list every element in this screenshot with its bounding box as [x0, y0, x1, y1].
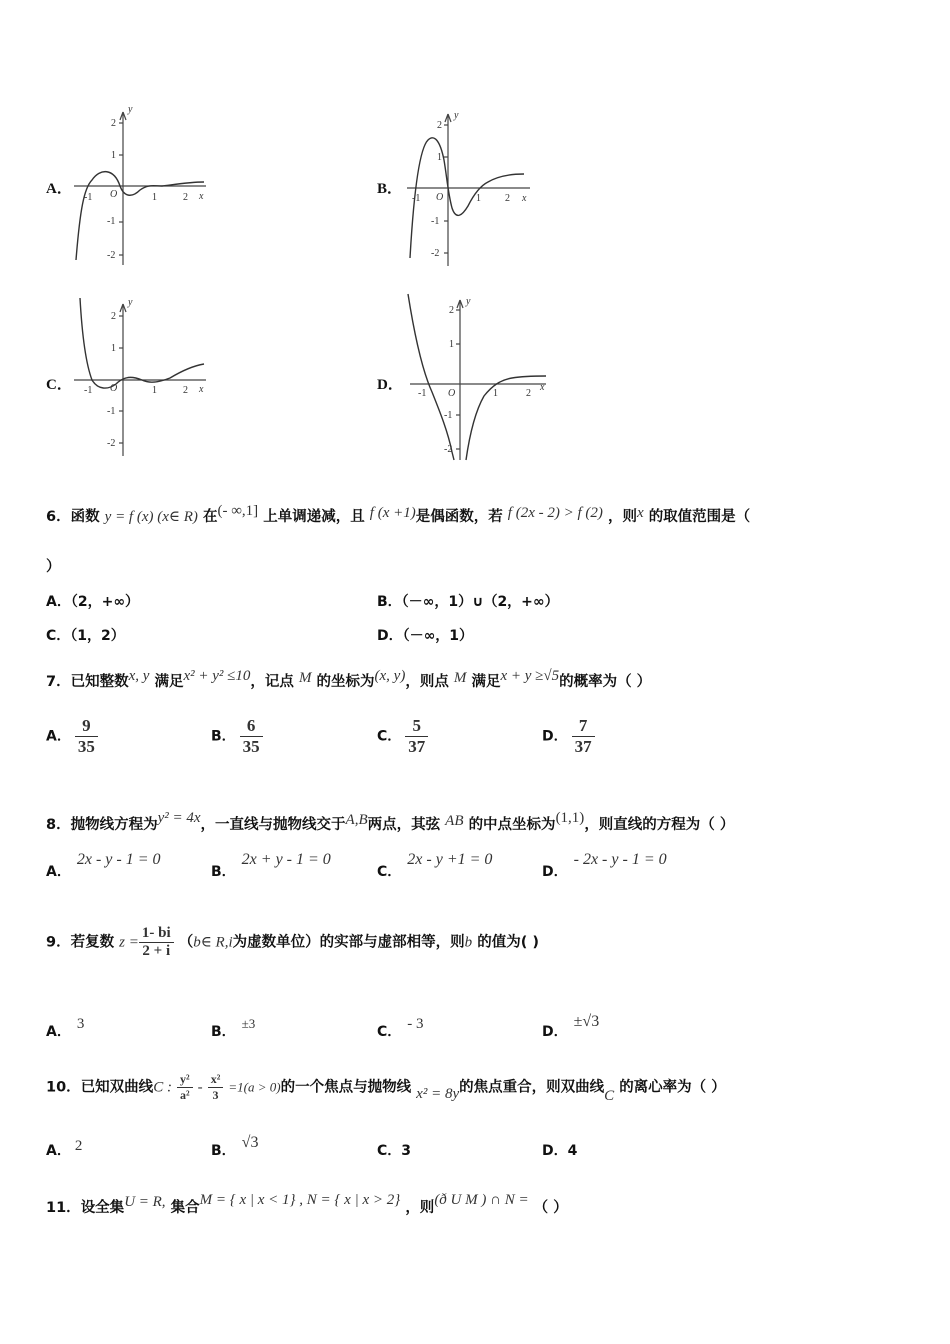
option-value: （－∞，1）∪（2，+∞）: [401, 594, 559, 610]
option-key: A．: [46, 728, 71, 745]
xtick-1: 1: [152, 385, 157, 396]
q9-option-d[interactable]: [542, 1013, 600, 1041]
frac-numerator: 9: [75, 716, 98, 737]
option-key: B．: [211, 1024, 236, 1040]
q10-option-d[interactable]: [542, 1140, 577, 1160]
frac-numerator: y²: [177, 1072, 193, 1088]
q6-math: f (x +1): [369, 505, 416, 521]
tick-1: 1: [111, 150, 116, 161]
option-key: C．: [377, 728, 402, 745]
frac-denominator: 35: [77, 737, 95, 756]
q8-number: 8．: [46, 817, 71, 833]
q7-text: ，则点: [405, 674, 449, 690]
option-key: C．: [377, 1024, 402, 1040]
q7-text: 满足: [471, 674, 501, 690]
tick-2: 2: [449, 305, 454, 316]
q7-option-b[interactable]: [211, 716, 263, 757]
q9-option-c[interactable]: [377, 1016, 424, 1041]
option-value: ±3: [241, 1016, 256, 1031]
q10-text: 已知双曲线: [80, 1079, 154, 1096]
q11-math: M = { x | x < 1} , N = { x | x > 2}: [199, 1192, 401, 1208]
q10-text: 的离心率为（ ）: [619, 1079, 726, 1096]
q7-text: 的坐标为: [316, 674, 375, 690]
frac-denominator: 2 + i: [142, 943, 171, 959]
q6-text: 函数: [70, 509, 100, 525]
function-curve: [76, 172, 204, 260]
xtick-m1: -1: [418, 388, 427, 399]
q6-option-c[interactable]: [46, 625, 125, 645]
xtick-2: 2: [505, 193, 510, 204]
option-value: 2x - y - 1 = 0: [76, 851, 161, 868]
option-value: - 2x - y - 1 = 0: [573, 851, 667, 868]
x-label: x: [540, 382, 545, 393]
option-value: 2x + y - 1 = 0: [241, 851, 331, 868]
q7-text: 的概率为（ ）: [559, 674, 652, 690]
q9-math: z =: [119, 934, 139, 951]
q6-math: (- ∞,1]: [217, 503, 259, 519]
q6-text: 是偶函数，若: [415, 509, 503, 525]
q7-option-a[interactable]: [46, 716, 98, 757]
q7-option-d[interactable]: [542, 716, 595, 757]
q7-math: x, y: [128, 668, 150, 684]
y-label: y: [128, 297, 133, 308]
tick-m1: -1: [107, 216, 116, 227]
graph-option-d-label: D．: [377, 377, 403, 393]
q8-text: ，一直线与抛物线交于: [200, 817, 346, 833]
option-value: - 3: [407, 1016, 424, 1032]
xtick-m1: -1: [412, 193, 421, 204]
option-key: D．: [542, 864, 568, 880]
tick-m2: -2: [107, 250, 116, 261]
frac-numerator: 1- bi: [139, 925, 174, 943]
q6-option-b[interactable]: [377, 591, 559, 611]
option-value: 4: [567, 1143, 578, 1159]
frac-numerator: 7: [572, 716, 595, 737]
q6-text: 上单调递减，且: [263, 509, 365, 525]
question-11: [46, 1192, 568, 1217]
tick-2: 2: [111, 311, 116, 322]
q7-math: x² + y² ≤10: [183, 668, 251, 684]
q10-math: C: [604, 1087, 615, 1104]
tick-m1: -1: [107, 406, 116, 417]
tick-2: 2: [111, 118, 116, 129]
option-key: B．: [211, 728, 236, 745]
tick-2: 2: [437, 120, 442, 131]
q8-option-c[interactable]: [377, 851, 493, 881]
q6-text: 的取值范围是（: [648, 509, 751, 525]
option-value: （－∞，1）: [402, 628, 474, 644]
q8-text: 的中点坐标为: [468, 817, 556, 833]
tick-m1: -1: [431, 216, 440, 227]
y-label: y: [466, 296, 471, 307]
q6-math: x: [636, 505, 644, 521]
option-value: （1，2）: [70, 628, 125, 644]
option-value: 2: [74, 1138, 83, 1154]
q6-math: y = f (x) (x∈ R): [104, 509, 198, 525]
xtick-1: 1: [476, 193, 481, 204]
question-9: [46, 925, 539, 960]
option-key: A．: [46, 1024, 71, 1040]
q10-math: C :: [153, 1079, 172, 1096]
tick-m2: -2: [431, 248, 440, 259]
question-8: [46, 810, 735, 834]
q6-math: f (2x - 2) > f (2): [507, 505, 603, 521]
graph-option-c-label: C．: [46, 377, 72, 393]
xtick-2: 2: [183, 192, 188, 203]
graph-c: [66, 294, 216, 462]
q8-text: 抛物线方程为: [70, 817, 158, 833]
q7-text: ，记点: [250, 674, 294, 690]
q11-text: （ ）: [533, 1200, 568, 1216]
q6-text: ，则: [607, 509, 637, 525]
q7-number: 7．: [46, 674, 71, 690]
q9-text: 若复数: [70, 934, 115, 951]
q11-text: ，则: [405, 1200, 435, 1216]
q7-text: 已知整数: [70, 674, 129, 690]
q8-math: y² = 4x: [157, 810, 201, 826]
xtick-2: 2: [526, 388, 531, 399]
frac-numerator: 6: [240, 716, 263, 737]
q11-number: 11．: [46, 1200, 81, 1216]
q8-math: (1,1): [555, 810, 585, 826]
frac-denominator: a²: [180, 1088, 190, 1102]
option-key: B．: [211, 864, 236, 880]
option-key: C．: [46, 628, 71, 644]
x-label: x: [199, 191, 204, 202]
q10-option-a[interactable]: [46, 1140, 82, 1160]
origin-label: O: [436, 192, 444, 203]
option-key: A．: [46, 1143, 71, 1159]
option-key: D．: [542, 728, 568, 745]
xtick-2: 2: [183, 385, 188, 396]
frac-denominator: 35: [242, 737, 260, 756]
xtick-m1: -1: [84, 385, 93, 396]
option-key: B．: [377, 594, 402, 610]
q6-text: 在: [202, 509, 218, 525]
function-curve-right: [466, 376, 546, 460]
q11-text: 集合: [170, 1200, 200, 1216]
q8-text: ，则直线的方程为（ ）: [584, 817, 735, 833]
origin-label: O: [110, 189, 118, 200]
q8-option-a[interactable]: [46, 851, 161, 881]
option-key: D．: [542, 1024, 568, 1040]
graph-d: [400, 292, 552, 464]
x-label: x: [522, 193, 527, 204]
q9-option-b[interactable]: [211, 1016, 256, 1041]
y-label: y: [128, 104, 133, 115]
q9-text: 的值为( ): [477, 934, 540, 951]
frac-numerator: 5: [405, 716, 428, 737]
option-key: D．: [377, 628, 403, 644]
q11-text: 设全集: [80, 1200, 125, 1216]
frac-denominator: 37: [574, 737, 592, 756]
frac-numerator: x²: [208, 1072, 224, 1088]
q9-text: 为虚数单位）的实部与虚部相等，则: [232, 934, 465, 951]
q10-math: x² = 8y: [416, 1085, 460, 1102]
q7-math: M: [298, 670, 312, 686]
q8-option-d[interactable]: [542, 851, 667, 881]
q6-close-paren: ）: [46, 559, 61, 575]
q10-number: 10．: [46, 1079, 81, 1096]
tick-m2: -2: [444, 444, 453, 455]
option-value: √3: [241, 1134, 259, 1151]
q8-math: AB: [445, 813, 464, 829]
question-7: [46, 670, 651, 691]
function-curve-left: [408, 294, 454, 460]
q9-number: 9．: [46, 934, 71, 951]
minus-sign: -: [197, 1079, 203, 1096]
option-value: ±√3: [573, 1013, 600, 1030]
xtick-1: 1: [493, 388, 498, 399]
question-10: [46, 1072, 726, 1103]
option-key: C．: [377, 1143, 402, 1159]
xtick-1: 1: [152, 192, 157, 203]
question-6: [46, 505, 750, 526]
function-curve: [80, 298, 204, 388]
option-key: B．: [211, 1143, 236, 1159]
q6-option-a[interactable]: [46, 591, 139, 611]
graph-option-b-label: B．: [377, 181, 403, 197]
option-value: （2，+∞）: [70, 594, 139, 610]
q10-math: =1(a > 0): [228, 1079, 281, 1095]
frac-denominator: 37: [408, 737, 426, 756]
q7-math: x + y ≥√5: [500, 668, 560, 684]
tick-1: 1: [111, 343, 116, 354]
q8-math: A,B: [345, 812, 368, 828]
q9-math: b: [464, 934, 473, 951]
q6-option-d[interactable]: [377, 625, 473, 645]
graph-option-a-label: A．: [46, 181, 72, 197]
q6-number: 6．: [46, 509, 71, 525]
q9-option-a[interactable]: [46, 1016, 85, 1041]
q10-text: 的焦点重合，则双曲线: [459, 1079, 605, 1096]
option-value: 2x - y +1 = 0: [407, 851, 493, 868]
q10-option-b[interactable]: [211, 1134, 259, 1160]
tick-1: 1: [437, 152, 442, 163]
graph-b: [402, 108, 542, 270]
option-key: A．: [46, 594, 71, 610]
x-label: x: [199, 384, 204, 395]
tick-1: 1: [449, 339, 454, 350]
origin-label: O: [448, 388, 456, 399]
q7-option-c[interactable]: [377, 716, 428, 757]
q8-option-b[interactable]: [211, 851, 331, 881]
q7-math: M: [453, 670, 467, 686]
q10-option-c[interactable]: [377, 1140, 411, 1160]
q11-math: (ð U M ) ∩ N =: [434, 1192, 529, 1208]
option-key: D．: [542, 1143, 568, 1159]
q10-text: 的一个焦点与抛物线: [280, 1079, 412, 1096]
q7-math: (x, y): [374, 668, 406, 684]
tick-m2: -2: [107, 438, 116, 449]
option-key: A．: [46, 864, 71, 880]
option-value: 3: [76, 1016, 85, 1032]
origin-label: O: [110, 383, 118, 394]
xtick-m1: -1: [84, 192, 93, 203]
tick-m1: -1: [444, 410, 453, 421]
q7-text: 满足: [154, 674, 184, 690]
q9-text: （: [178, 934, 194, 951]
q9-math: b∈ R,i: [193, 934, 233, 951]
y-label: y: [454, 110, 459, 121]
frac-denominator: 3: [212, 1088, 219, 1102]
q8-text: 两点，其弦: [367, 817, 441, 833]
q11-math: U = R,: [124, 1194, 166, 1210]
graph-a: [66, 100, 216, 270]
option-key: C．: [377, 864, 402, 880]
option-value: 3: [401, 1143, 412, 1159]
